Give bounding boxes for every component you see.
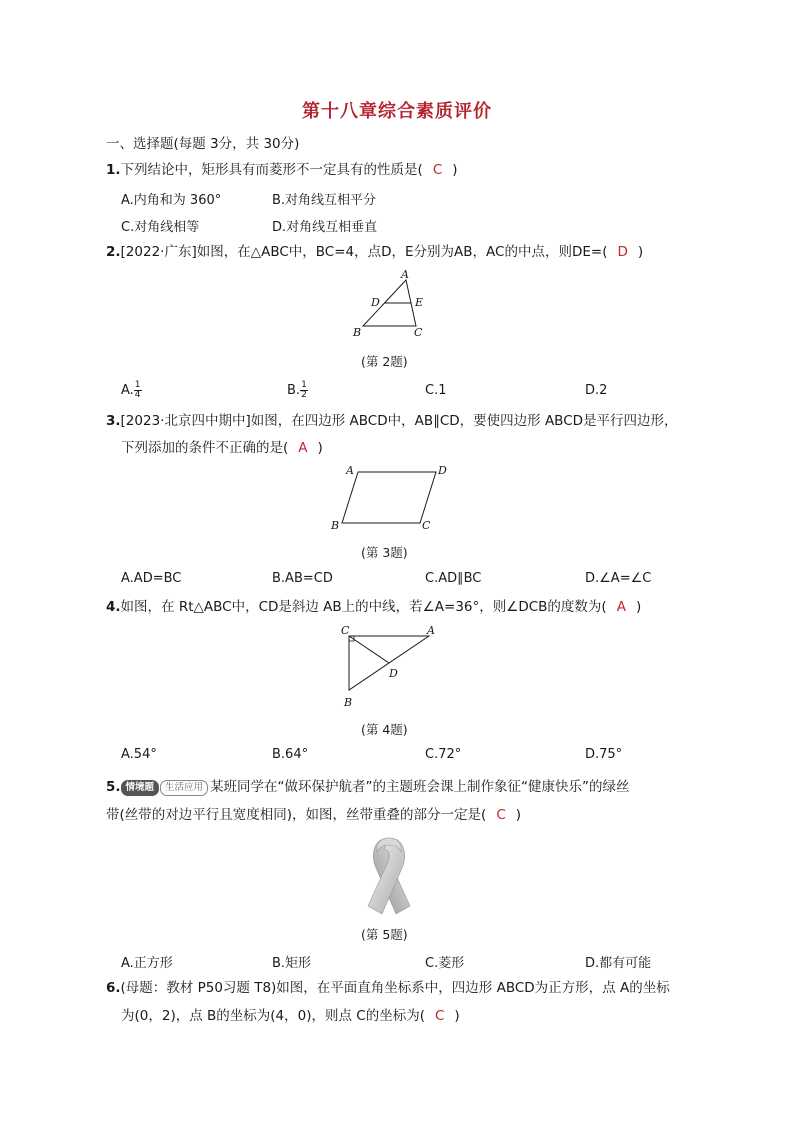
label-b: B <box>353 326 362 339</box>
q2-option-c: C.1 <box>425 383 447 398</box>
parallelogram-abcd <box>342 472 436 523</box>
question-number: 1. <box>106 162 121 178</box>
right-triangle-figure <box>335 620 445 710</box>
close-paren: ) <box>637 244 644 260</box>
question-4-stem <box>106 598 641 616</box>
q5-option-a: A.正方形 <box>121 956 173 971</box>
q5-option-c: C.菱形 <box>425 956 465 971</box>
question-2-stem <box>106 243 643 261</box>
question-3-stem-line2 <box>121 439 323 457</box>
question-1-stem <box>106 161 458 179</box>
q4-option-c: C.72° <box>425 747 462 762</box>
label-a: A <box>401 268 409 281</box>
question-text: 如图，在 Rt△ABC中，CD是斜边 AB上的中线，若∠A=36°，则∠DCB的度数为( <box>120 599 607 615</box>
label-b: B <box>344 696 353 709</box>
fraction-numerator: 1 <box>134 380 141 390</box>
question-text: 带(丝带的对边平行且宽度相同)，如图，丝带重叠的部分一定是( <box>106 807 487 823</box>
q2-option-b <box>287 381 308 400</box>
life-application-badge: 生活应用 <box>160 780 208 796</box>
close-paren: ) <box>317 440 323 456</box>
question-5-stem-line2 <box>106 806 521 824</box>
fraction-denominator: 2 <box>301 390 307 400</box>
q4-option-d: D.75° <box>585 747 623 762</box>
option-prefix: B. <box>287 383 301 398</box>
q1-option-d: D.对角线互相垂直 <box>272 220 378 235</box>
q2-option-a <box>121 381 142 400</box>
close-paren: ) <box>454 1008 460 1024</box>
question-6-stem-line1 <box>106 979 670 997</box>
label-a: A <box>427 624 435 637</box>
option-prefix: A. <box>121 383 134 398</box>
question-number: 3. <box>106 413 121 429</box>
fraction <box>134 381 142 400</box>
label-c: C <box>422 519 431 532</box>
label-c: C <box>341 624 350 637</box>
answer-mark: C <box>434 1008 445 1024</box>
question-text: [2022·广东]如图，在△ABC中，BC=4，点D，E分别为AB，AC的中点，则DE=( <box>120 244 608 260</box>
q3-option-b: B.AB=CD <box>272 571 333 586</box>
label-d: D <box>389 667 398 680</box>
question-text: 下列添加的条件不正确的是( <box>121 440 289 456</box>
question-number: 4. <box>106 599 121 615</box>
q1-option-c: C.对角线相等 <box>121 220 200 235</box>
answer-mark: A <box>298 440 308 456</box>
figure-caption: (第 2题) <box>361 354 408 369</box>
label-a: A <box>346 464 354 477</box>
figure-caption: (第 5题) <box>361 927 408 942</box>
close-paren: ) <box>635 599 642 615</box>
label-b: B <box>331 519 340 532</box>
parallelogram-abcd-figure <box>325 460 455 536</box>
close-paren: ) <box>515 807 522 823</box>
q1-option-a: A.内角和为 360° <box>121 193 222 208</box>
section-heading: 一、选择题(每题 3分，共 30分) <box>106 136 300 152</box>
question-5-stem-line1 <box>106 778 630 796</box>
q3-option-a: A.AD=BC <box>121 571 182 586</box>
answer-mark: D <box>617 244 628 260</box>
question-text: (母题：教材 P50习题 T8)如图，在平面直角坐标系中，四边形 ABCD为正方形，点 A的坐标 <box>120 980 670 996</box>
answer-mark: C <box>496 807 506 823</box>
q5-option-d: D.都有可能 <box>585 956 652 971</box>
median-cd <box>349 636 389 663</box>
ribbon-image <box>352 834 426 918</box>
fraction <box>300 381 308 400</box>
q1-option-b: B.对角线互相平分 <box>272 193 377 208</box>
fraction-denominator: 4 <box>134 390 141 400</box>
q4-option-b: B.64° <box>272 747 309 762</box>
question-3-stem-line1 <box>106 412 678 430</box>
question-text: 为(0，2)，点 B的坐标为(4，0)，则点 C的坐标为( <box>121 1008 425 1024</box>
question-number: 2. <box>106 244 121 260</box>
q2-option-d: D.2 <box>585 383 608 398</box>
answer-mark: A <box>616 599 626 615</box>
question-number: 5. <box>106 779 121 795</box>
close-paren: ) <box>452 162 458 178</box>
label-d: D <box>371 296 380 309</box>
q4-option-a: A.54° <box>121 747 157 762</box>
scenario-badge: 情境题 <box>121 780 160 796</box>
question-text: [2023·北京四中期中]如图，在四边形 ABCD中，AB∥CD，要使四边形 ABCD是平行四边形， <box>120 413 678 429</box>
triangle-abc-figure <box>345 266 435 342</box>
question-text: 下列结论中，矩形具有而菱形不一定具有的性质是( <box>120 162 423 178</box>
q5-option-b: B.矩形 <box>272 956 312 971</box>
label-d: D <box>438 464 447 477</box>
q3-option-d: D.∠A=∠C <box>585 571 652 586</box>
label-c: C <box>414 326 423 339</box>
figure-caption: (第 3题) <box>361 545 408 560</box>
page-title: 第十八章综合素质评价 <box>302 101 492 122</box>
question-6-stem-line2 <box>121 1007 460 1025</box>
answer-mark: C <box>432 162 443 178</box>
fraction-numerator: 1 <box>301 380 307 390</box>
question-number: 6. <box>106 980 121 996</box>
q3-option-c: C.AD∥BC <box>425 571 482 586</box>
question-text: 某班同学在“做环保护航者”的主题班会课上制作象征“健康快乐”的绿丝 <box>210 779 630 795</box>
figure-caption: (第 4题) <box>361 722 408 737</box>
label-e: E <box>415 296 424 309</box>
